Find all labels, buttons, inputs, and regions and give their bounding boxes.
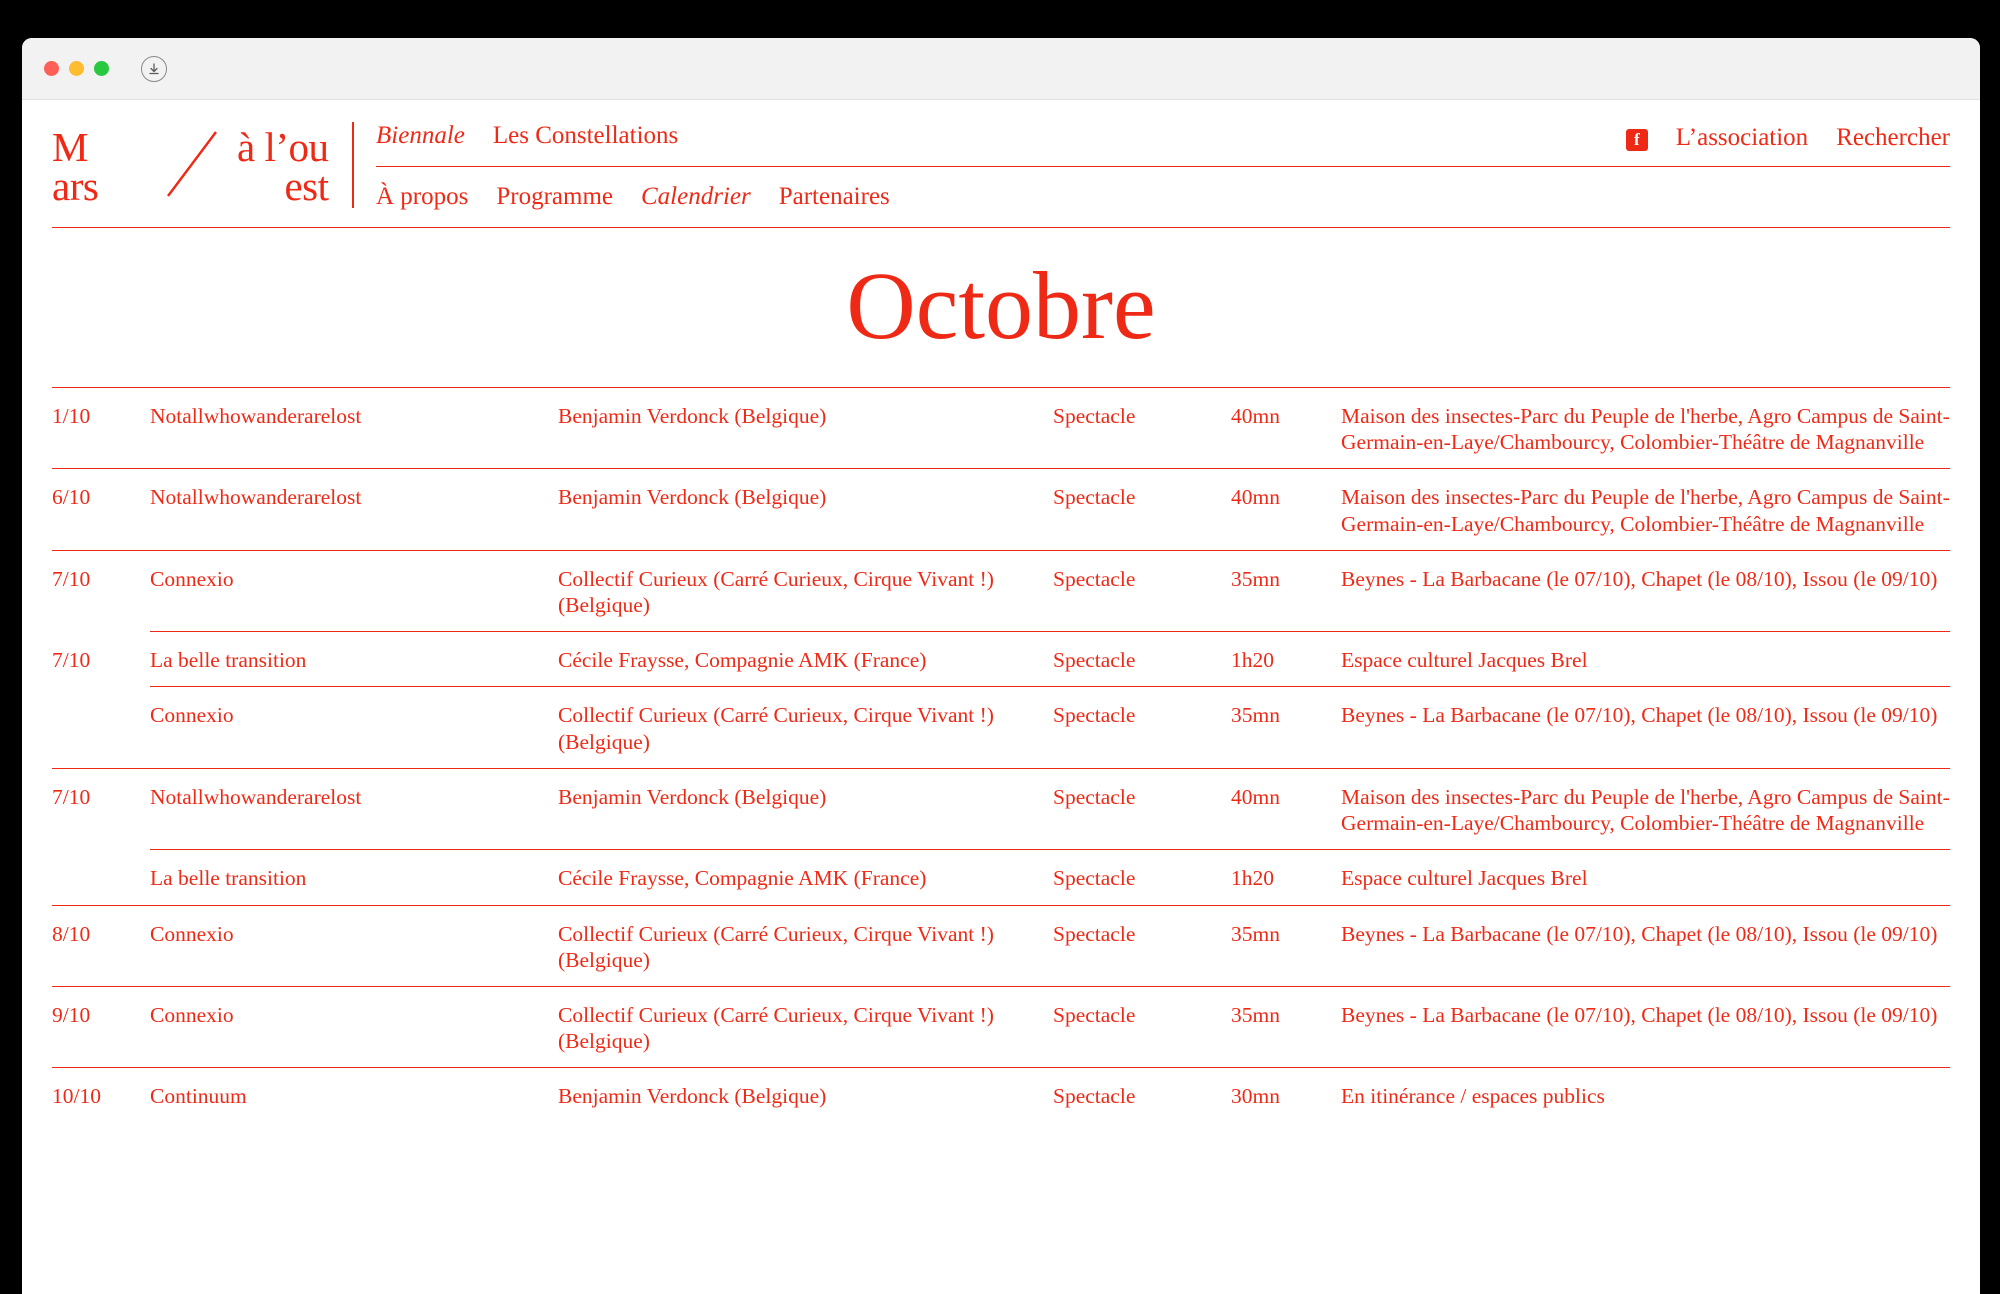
page-title: Octobre: [846, 252, 1156, 360]
facebook-icon[interactable]: f: [1626, 129, 1648, 151]
nav-row-primary: [376, 122, 1950, 167]
calendar-table-body: [52, 387, 1950, 1122]
event-type: Spectacle: [1053, 1068, 1231, 1123]
event-duration: 40mn: [1231, 768, 1341, 849]
nav-item-association[interactable]: L’association: [1675, 123, 1809, 151]
event-duration: 35mn: [1231, 687, 1341, 768]
nav-item-a-propos[interactable]: À propos: [376, 182, 469, 210]
event-duration: 1h20: [1231, 632, 1341, 687]
event-place: En itinérance / espaces publics: [1341, 1068, 1950, 1123]
table-row[interactable]: [52, 469, 1950, 550]
event-place: Maison des insectes-Parc du Peuple de l'herbe, Agro Campus de Saint-Germain-en-Laye/Chambourcy, Colombier-Théâtre de Magnanville: [1341, 469, 1950, 550]
nav-item-biennale[interactable]: Biennale: [376, 122, 465, 149]
event-duration: 40mn: [1231, 469, 1341, 550]
event-date: [52, 687, 150, 768]
event-duration: 35mn: [1231, 986, 1341, 1067]
event-place: Espace culturel Jacques Brel: [1341, 632, 1950, 687]
logo-line-mars-2: ars: [52, 162, 99, 209]
event-title[interactable]: Notallwhowanderarelost: [150, 387, 558, 468]
logo-line-alouest-2: est: [284, 162, 329, 209]
table-row[interactable]: [52, 1068, 1950, 1123]
nav-right-group: [1626, 124, 1950, 152]
event-author: Collectif Curieux (Carré Curieux, Cirque Vivant !) (Belgique): [558, 905, 1053, 986]
event-place: Beynes - La Barbacane (le 07/10), Chapet (le 08/10), Issou (le 09/10): [1341, 550, 1950, 631]
event-type: Spectacle: [1053, 905, 1231, 986]
event-date: 7/10: [52, 550, 150, 631]
site-logo[interactable]: [52, 118, 352, 209]
table-row[interactable]: [52, 768, 1950, 849]
event-author: Collectif Curieux (Carré Curieux, Cirque Vivant !) (Belgique): [558, 687, 1053, 768]
event-place: Beynes - La Barbacane (le 07/10), Chapet (le 08/10), Issou (le 09/10): [1341, 905, 1950, 986]
logo-slash-icon: [164, 126, 224, 202]
page-content: [22, 100, 1980, 1294]
event-date: [52, 850, 150, 905]
event-type: Spectacle: [1053, 469, 1231, 550]
event-duration: 40mn: [1231, 387, 1341, 468]
table-row[interactable]: [52, 387, 1950, 468]
event-place: Maison des insectes-Parc du Peuple de l'herbe, Agro Campus de Saint-Germain-en-Laye/Chambourcy, Colombier-Théâtre de Magnanville: [1341, 387, 1950, 468]
table-row[interactable]: [52, 850, 1950, 905]
event-type: Spectacle: [1053, 768, 1231, 849]
event-type: Spectacle: [1053, 550, 1231, 631]
event-author: Collectif Curieux (Carré Curieux, Cirque Vivant !) (Belgique): [558, 550, 1053, 631]
event-duration: 35mn: [1231, 905, 1341, 986]
event-title[interactable]: Connexio: [150, 687, 558, 768]
event-type: Spectacle: [1053, 850, 1231, 905]
event-title[interactable]: La belle transition: [150, 632, 558, 687]
event-type: Spectacle: [1053, 632, 1231, 687]
event-duration: 35mn: [1231, 550, 1341, 631]
event-date: 8/10: [52, 905, 150, 986]
event-date: 6/10: [52, 469, 150, 550]
browser-titlebar: [22, 38, 1980, 100]
table-row[interactable]: [52, 986, 1950, 1067]
event-type: Spectacle: [1053, 687, 1231, 768]
zoom-window-button[interactable]: [94, 61, 109, 76]
event-title[interactable]: Connexio: [150, 905, 558, 986]
event-place: Beynes - La Barbacane (le 07/10), Chapet (le 08/10), Issou (le 09/10): [1341, 687, 1950, 768]
event-type: Spectacle: [1053, 986, 1231, 1067]
browser-window: [22, 38, 1980, 1294]
event-duration: 1h20: [1231, 850, 1341, 905]
nav-item-search[interactable]: Rechercher: [1836, 123, 1950, 151]
download-icon[interactable]: [141, 56, 167, 82]
event-title[interactable]: Continuum: [150, 1068, 558, 1123]
logo-line-alouest-1: à l’ou: [237, 124, 329, 170]
minimize-window-button[interactable]: [69, 61, 84, 76]
calendar-table: [52, 387, 1950, 1123]
event-place: Maison des insectes-Parc du Peuple de l'herbe, Agro Campus de Saint-Germain-en-Laye/Chambourcy, Colombier-Théâtre de Magnanville: [1341, 768, 1950, 849]
event-author: Benjamin Verdonck (Belgique): [558, 768, 1053, 849]
event-date: 9/10: [52, 986, 150, 1067]
navigation: [376, 118, 1950, 211]
logo-divider: [352, 122, 354, 208]
nav-row-secondary: [376, 167, 1950, 211]
event-author: Cécile Fraysse, Compagnie AMK (France): [558, 632, 1053, 687]
nav-item-partenaires[interactable]: Partenaires: [778, 182, 890, 210]
event-title[interactable]: Notallwhowanderarelost: [150, 469, 558, 550]
event-duration: 30mn: [1231, 1068, 1341, 1123]
logo-line-mars-1: M: [52, 124, 88, 170]
event-type: Spectacle: [1053, 387, 1231, 468]
event-date: 10/10: [52, 1068, 150, 1123]
event-place: Espace culturel Jacques Brel: [1341, 850, 1950, 905]
event-author: Benjamin Verdonck (Belgique): [558, 1068, 1053, 1123]
event-title[interactable]: Connexio: [150, 986, 558, 1067]
event-title[interactable]: Notallwhowanderarelost: [150, 768, 558, 849]
nav-item-programme[interactable]: Programme: [496, 182, 613, 210]
nav-item-les-constellations[interactable]: Les Constellations: [492, 122, 679, 149]
table-row[interactable]: [52, 687, 1950, 768]
event-place: Beynes - La Barbacane (le 07/10), Chapet (le 08/10), Issou (le 09/10): [1341, 986, 1950, 1067]
event-title[interactable]: La belle transition: [150, 850, 558, 905]
event-date: 7/10: [52, 647, 91, 672]
event-author: Benjamin Verdonck (Belgique): [558, 469, 1053, 550]
event-author: Cécile Fraysse, Compagnie AMK (France): [558, 850, 1053, 905]
table-row[interactable]: [52, 550, 1950, 631]
event-author: Collectif Curieux (Carré Curieux, Cirque Vivant !) (Belgique): [558, 986, 1053, 1067]
event-author: Benjamin Verdonck (Belgique): [558, 387, 1053, 468]
site-header: [52, 100, 1950, 211]
event-date: 7/10: [52, 768, 150, 849]
event-date: 1/10: [52, 387, 150, 468]
table-row[interactable]: [52, 905, 1950, 986]
table-row[interactable]: [52, 632, 1950, 687]
nav-item-calendrier[interactable]: Calendrier: [641, 182, 751, 210]
close-window-button[interactable]: [44, 61, 59, 76]
event-title[interactable]: Connexio: [150, 550, 558, 631]
